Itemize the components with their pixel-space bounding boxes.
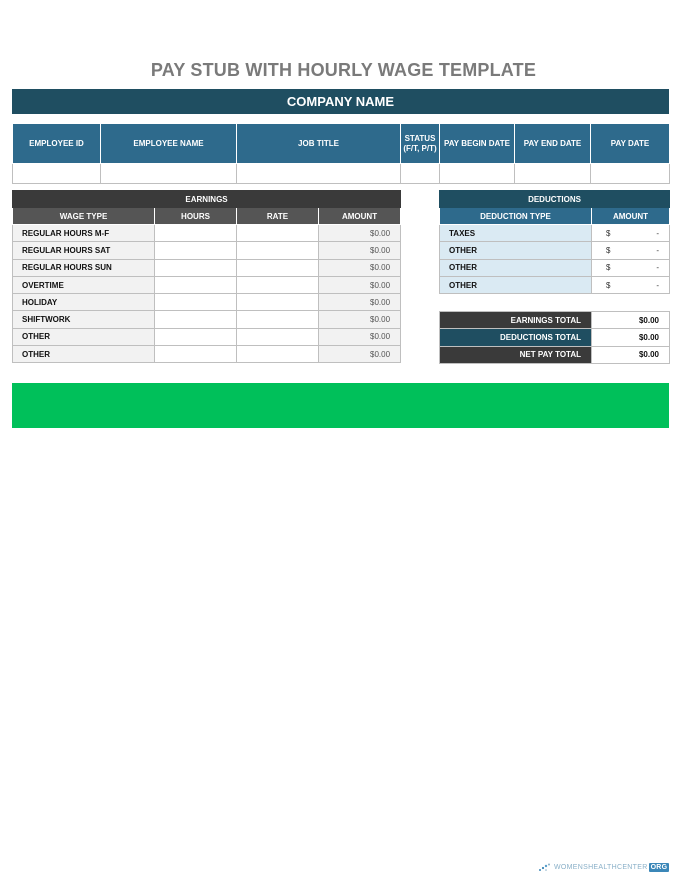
- employee-info-table: [12, 123, 670, 184]
- amount-cell: $0.00: [319, 259, 401, 276]
- table-row: [13, 346, 401, 363]
- status-cell[interactable]: [401, 164, 440, 184]
- table-row: [13, 328, 401, 345]
- rate-cell[interactable]: [237, 225, 319, 242]
- brand-suffix: ORG: [650, 863, 668, 871]
- deduction-type-cell: OTHER: [440, 242, 592, 259]
- hours-cell[interactable]: [155, 294, 237, 311]
- table-row: [13, 225, 401, 242]
- employee-name-cell[interactable]: [101, 164, 237, 184]
- deduction-amount-cell[interactable]: [592, 259, 670, 276]
- earnings-table: [12, 190, 401, 363]
- amount-cell: $0.00: [319, 276, 401, 293]
- header-amount: AMOUNT: [319, 208, 401, 225]
- pay-end-date-cell[interactable]: [515, 164, 591, 184]
- header-deduction-amount: AMOUNT: [592, 208, 670, 225]
- deduction-type-cell: OTHER: [440, 259, 592, 276]
- wage-type-cell: OTHER: [13, 346, 155, 363]
- rate-cell[interactable]: [237, 259, 319, 276]
- hours-cell[interactable]: [155, 276, 237, 293]
- amount-cell: $0.00: [319, 346, 401, 363]
- totals-table: [439, 311, 670, 364]
- rate-cell[interactable]: [237, 294, 319, 311]
- amount-cell: $0.00: [319, 328, 401, 345]
- deduction-value: -: [656, 280, 660, 290]
- table-row: [440, 225, 670, 242]
- table-row: [13, 259, 401, 276]
- pay-date-cell[interactable]: [591, 164, 670, 184]
- dots-icon: [538, 862, 554, 872]
- page-title: PAY STUB WITH HOURLY WAGE TEMPLATE: [150, 60, 537, 80]
- wage-type-cell: REGULAR HOURS SAT: [13, 242, 155, 259]
- deduction-amount-cell[interactable]: [592, 225, 670, 242]
- amount-cell: $0.00: [319, 242, 401, 259]
- earnings-total-label: EARNINGS TOTAL: [440, 312, 592, 329]
- deduction-value: -: [656, 263, 660, 273]
- header-deduction-type: DEDUCTION TYPE: [440, 208, 592, 225]
- deduction-value: -: [656, 228, 660, 238]
- wage-type-cell: HOLIDAY: [13, 294, 155, 311]
- header-rate: RATE: [237, 208, 319, 225]
- header-employee-id: EMPLOYEE ID: [13, 124, 101, 164]
- employee-id-cell[interactable]: [13, 164, 101, 184]
- table-row: [13, 294, 401, 311]
- table-row: [440, 276, 670, 293]
- wage-type-cell: OTHER: [13, 328, 155, 345]
- header-pay-begin-date: PAY BEGIN DATE: [440, 124, 515, 164]
- company-name: COMPANY NAME: [286, 94, 395, 109]
- wage-type-cell: SHIFTWORK: [13, 311, 155, 328]
- hours-cell[interactable]: [155, 328, 237, 345]
- table-row: [440, 259, 670, 276]
- header-wage-type: WAGE TYPE: [13, 208, 155, 225]
- deduction-amount-cell[interactable]: [592, 276, 670, 293]
- amount-cell: $0.00: [319, 225, 401, 242]
- pay-begin-date-cell[interactable]: [440, 164, 515, 184]
- rate-cell[interactable]: [237, 242, 319, 259]
- wage-type-cell: REGULAR HOURS M-F: [13, 225, 155, 242]
- promo-banner[interactable]: [12, 383, 669, 428]
- currency-symbol: $: [606, 245, 611, 255]
- table-row: [13, 276, 401, 293]
- wage-type-cell: REGULAR HOURS SUN: [13, 259, 155, 276]
- header-hours: HOURS: [155, 208, 237, 225]
- deductions-total-value: $0.00: [592, 329, 670, 346]
- currency-symbol: $: [606, 263, 611, 273]
- earnings-total-value: $0.00: [592, 312, 670, 329]
- header-employee-name: EMPLOYEE NAME: [101, 124, 237, 164]
- header-pay-date: PAY DATE: [591, 124, 670, 164]
- hours-cell[interactable]: [155, 225, 237, 242]
- amount-cell: $0.00: [319, 311, 401, 328]
- currency-symbol: $: [606, 280, 611, 290]
- hours-cell[interactable]: [155, 259, 237, 276]
- table-row: [13, 242, 401, 259]
- header-pay-end-date: PAY END DATE: [515, 124, 591, 164]
- table-row: [13, 311, 401, 328]
- table-row: [440, 242, 670, 259]
- deductions-title: DEDUCTIONS: [440, 191, 670, 208]
- earnings-title: EARNINGS: [13, 191, 401, 208]
- net-pay-total-value: $0.00: [592, 346, 670, 363]
- header-job-title: JOB TITLE: [237, 124, 401, 164]
- deduction-type-cell: OTHER: [440, 276, 592, 293]
- amount-cell: $0.00: [319, 294, 401, 311]
- rate-cell[interactable]: [237, 311, 319, 328]
- rate-cell[interactable]: [237, 276, 319, 293]
- brand-name: WOMENSHEALTHCENTER: [554, 863, 648, 871]
- deductions-total-label: DEDUCTIONS TOTAL: [440, 329, 592, 346]
- net-pay-total-label: NET PAY TOTAL: [440, 346, 592, 363]
- wage-type-cell: OVERTIME: [13, 276, 155, 293]
- deductions-table: [439, 190, 670, 294]
- rate-cell[interactable]: [237, 346, 319, 363]
- job-title-cell[interactable]: [237, 164, 401, 184]
- deduction-value: -: [656, 245, 660, 255]
- header-status: STATUS (F/T, P/T): [401, 124, 440, 164]
- brand-logo[interactable]: [538, 862, 669, 872]
- company-name-bar[interactable]: [12, 89, 669, 114]
- currency-symbol: $: [606, 228, 611, 238]
- hours-cell[interactable]: [155, 346, 237, 363]
- hours-cell[interactable]: [155, 311, 237, 328]
- rate-cell[interactable]: [237, 328, 319, 345]
- deduction-type-cell: TAXES: [440, 225, 592, 242]
- hours-cell[interactable]: [155, 242, 237, 259]
- deduction-amount-cell[interactable]: [592, 242, 670, 259]
